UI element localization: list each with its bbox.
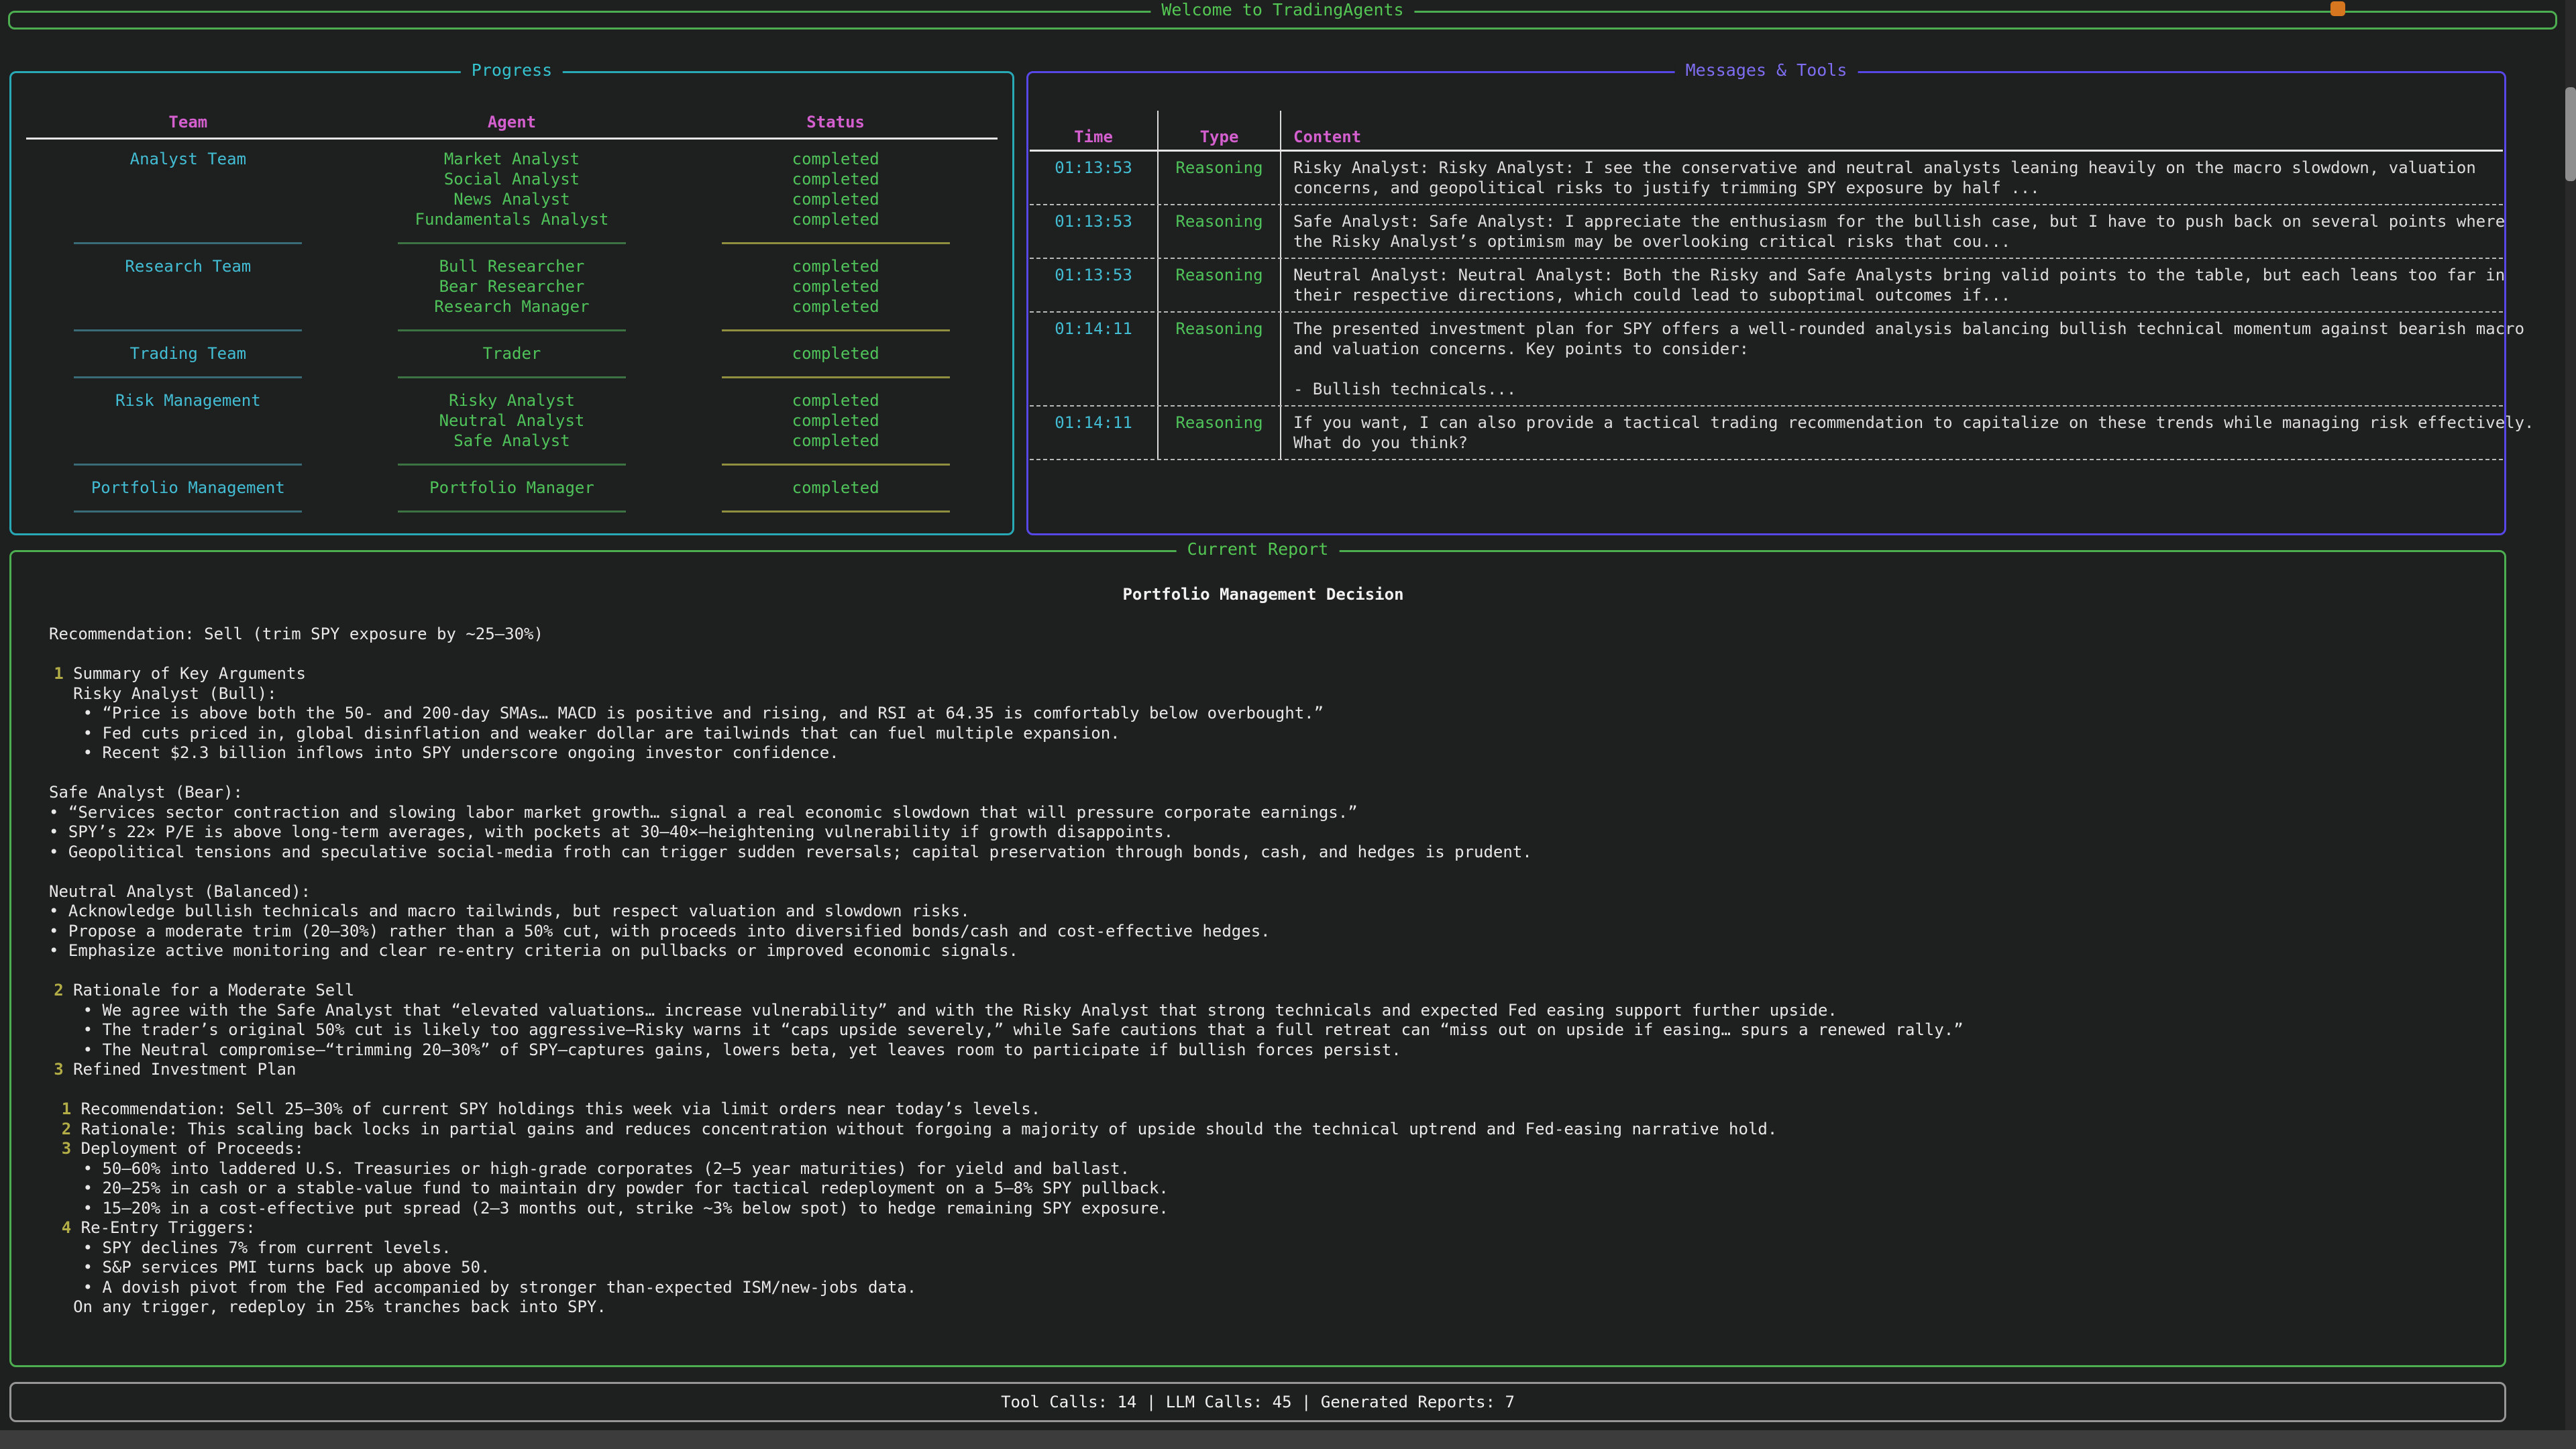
report-line	[49, 1040, 2477, 1061]
type-cell: Reasoning	[1159, 407, 1281, 459]
team-separator	[26, 229, 998, 256]
team-cell	[26, 276, 350, 297]
current-report-title: Current Report	[1177, 539, 1340, 559]
status-cell: completed	[792, 431, 879, 450]
table-row	[1030, 205, 2506, 259]
report-line-text: 20–25% in cash or a stable-value fund to maintain dry powder for tactical redeployment on a 5–8% SPY pullback.	[102, 1179, 1169, 1197]
time-cell: 01:13:53	[1030, 205, 1159, 258]
team-separator	[26, 364, 998, 390]
report-line-text: SPY declines 7% from current levels.	[102, 1238, 451, 1257]
content-cell	[1281, 259, 2509, 311]
bullet-marker: •	[83, 1277, 93, 1297]
bullet-marker: •	[49, 941, 59, 960]
horizontal-scrollbar[interactable]	[0, 1430, 2576, 1449]
report-line	[49, 704, 2477, 724]
report-line	[49, 1179, 2477, 1199]
report-line-text: 15–20% in a cost-effective put spread (2–3 months out, strike ~3% below spot) to hedge remaining SPY exposure.	[102, 1198, 1169, 1218]
separator-line	[74, 242, 302, 244]
report-line	[49, 1060, 2477, 1080]
team-cell: Portfolio Management	[91, 478, 285, 497]
messages-col-type: Type	[1159, 111, 1281, 150]
report-line	[49, 684, 2477, 704]
report-line	[49, 664, 2477, 684]
content-line: Safe Analyst: Safe Analyst: I appreciate the enthusiasm for the bullish case, but I have to push back on several points where	[1293, 212, 2506, 231]
type-cell: Reasoning	[1159, 205, 1281, 258]
table-row	[26, 478, 998, 498]
agent-cell: Safe Analyst	[453, 431, 570, 450]
table-row	[1030, 313, 2525, 407]
report-line	[49, 645, 2477, 665]
team-separator	[26, 498, 998, 525]
separator-line	[722, 242, 950, 244]
agent-cell: Fundamentals Analyst	[415, 210, 609, 229]
content-line: and valuation concerns. Key points to consider:	[1293, 339, 1750, 358]
agent-cell: Neutral Analyst	[439, 411, 585, 430]
content-cell	[1281, 152, 2503, 204]
report-line	[49, 1199, 2477, 1219]
bullet-marker: •	[49, 921, 59, 941]
agent-cell: Market Analyst	[443, 150, 580, 168]
content-line: Neutral Analyst: Neutral Analyst: Both the Risky and Safe Analysts bring valid points to the table, but each leans too far in	[1293, 266, 2506, 284]
separator-line	[74, 376, 302, 378]
table-row	[26, 276, 998, 297]
team-cell	[26, 209, 350, 229]
team-cell	[26, 411, 350, 431]
report-line-text: A dovish pivot from the Fed accompanied by stronger than-expected ISM/new-jobs data.	[102, 1277, 917, 1297]
stats-bar	[9, 1382, 2506, 1422]
report-line-text: Risky Analyst (Bull):	[73, 684, 277, 703]
status-cell: completed	[792, 391, 879, 410]
list-number: 1	[54, 664, 64, 683]
status-cell: completed	[792, 190, 879, 209]
progress-panel	[9, 60, 1014, 535]
bullet-marker: •	[83, 1198, 93, 1218]
report-line	[49, 803, 2477, 823]
status-cell: completed	[792, 170, 879, 189]
report-line-text: The Neutral compromise—“trimming 20–30%” of SPY—captures gains, lowers beta, yet leaves room to participate if bullish forces persist.	[102, 1040, 1401, 1059]
report-line	[49, 902, 2477, 922]
separator-line	[722, 511, 950, 513]
bullet-marker: •	[49, 902, 59, 920]
report-line-text: Safe Analyst (Bear):	[49, 783, 243, 802]
time-cell: 01:13:53	[1030, 152, 1159, 204]
time-cell: 01:14:11	[1030, 313, 1159, 405]
welcome-banner	[8, 0, 2557, 30]
team-separator	[26, 317, 998, 343]
progress-col-team: Team	[168, 113, 208, 131]
report-line	[49, 882, 2477, 902]
report-line	[49, 1218, 2477, 1238]
report-line-text: The trader’s original 50% cut is likely too aggressive—Risky warns it “caps upside severely,” while Safe cautions that a full retreat can “miss out on upside if easing… spurs a renewed rally.”	[102, 1020, 1964, 1039]
bullet-marker: •	[83, 743, 93, 762]
content-cell	[1281, 313, 2528, 405]
progress-table-body	[26, 140, 998, 525]
progress-panel-title: Progress	[461, 60, 563, 80]
report-line	[49, 862, 2477, 882]
report-line-text	[49, 763, 58, 782]
status-cell: completed	[792, 150, 879, 168]
table-row	[1030, 152, 2503, 205]
team-cell	[26, 297, 350, 317]
report-line-text: Deployment of Proceeds:	[80, 1139, 305, 1158]
progress-col-agent: Agent	[487, 113, 537, 131]
status-cell: completed	[792, 297, 879, 316]
report-line	[49, 961, 2477, 981]
agent-cell: Trader	[482, 344, 541, 363]
report-line-text	[49, 862, 58, 881]
report-line-text: “Services sector contraction and slowing labor market growth… signal a real economic slowdown that will pressure corporate earnings.”	[68, 802, 1358, 822]
vertical-scrollbar-thumb[interactable]	[2565, 87, 2576, 181]
report-line-text: Emphasize active monitoring and clear re-entry criteria on pullbacks or improved economic signals.	[68, 941, 1018, 960]
status-cell: completed	[792, 257, 879, 276]
table-row	[26, 343, 998, 364]
report-line-text: Rationale: This scaling back locks in partial gains and reduces concentration without forgoing a majority of upside should the technical uptrend and Fed-easing narrative hold.	[80, 1119, 1778, 1138]
content-line: concerns, and geopolitical risks to justify trimming SPY exposure by half ...	[1293, 178, 2040, 197]
table-row	[26, 189, 998, 209]
messages-panel-title: Messages & Tools	[1675, 60, 1858, 80]
separator-line	[398, 242, 626, 244]
report-line	[49, 1159, 2477, 1179]
report-line	[49, 822, 2477, 843]
report-line	[49, 981, 2477, 1001]
bullet-marker: •	[83, 1258, 93, 1277]
agent-cell: Bear Researcher	[439, 277, 585, 296]
time-cell: 01:14:11	[1030, 407, 1159, 459]
type-cell: Reasoning	[1159, 259, 1281, 311]
team-cell: Analyst Team	[129, 150, 247, 168]
table-row	[1030, 259, 2506, 313]
report-line	[49, 1080, 2477, 1100]
list-number: 3	[61, 1139, 72, 1158]
team-cell	[26, 431, 350, 451]
report-line	[49, 1297, 2477, 1318]
report-line-text: Recommendation: Sell (trim SPY exposure by ~25–30%)	[49, 625, 543, 643]
report-line	[49, 763, 2477, 784]
report-line	[49, 941, 2477, 961]
report-line-text	[49, 961, 58, 980]
report-line-text: Summary of Key Arguments	[73, 664, 306, 683]
bullet-marker: •	[83, 1000, 93, 1020]
report-line	[49, 1001, 2477, 1021]
report-heading: Portfolio Management Decision	[1122, 585, 1404, 604]
separator-line	[722, 464, 950, 466]
report-line	[49, 625, 2477, 645]
bullet-marker: •	[83, 1179, 93, 1197]
vertical-scrollbar[interactable]	[2565, 0, 2576, 1430]
report-lines	[49, 625, 2477, 1318]
content-line: - Bullish technicals...	[1293, 380, 1517, 398]
report-line	[49, 783, 2477, 803]
agent-cell: Research Manager	[434, 297, 590, 316]
welcome-title: Welcome to TradingAgents	[1150, 0, 1414, 20]
content-line: the Risky Analyst’s optimism may be overlooking critical risks that cou...	[1293, 232, 2011, 251]
messages-table-body	[1030, 152, 2534, 460]
bullet-marker: •	[83, 723, 93, 743]
separator-line	[398, 464, 626, 466]
report-body	[11, 552, 2504, 1318]
table-row	[26, 431, 998, 451]
table-row	[1030, 407, 2534, 460]
content-line: If you want, I can also provide a tactical trading recommendation to capitalize on these trends while managing risk effectively.	[1293, 413, 2534, 432]
content-cell	[1281, 407, 2538, 459]
report-line-text: Geopolitical tensions and speculative social-media froth can trigger sudden reversals; capital preservation through bonds, cash, and hedges is prudent.	[68, 842, 1532, 861]
agent-cell: News Analyst	[453, 190, 570, 209]
progress-col-status: Status	[806, 113, 865, 131]
time-cell: 01:13:53	[1030, 259, 1159, 311]
agent-cell: Bull Researcher	[439, 257, 585, 276]
agent-cell: Social Analyst	[443, 170, 580, 189]
bullet-marker: •	[83, 1238, 93, 1257]
status-cell: completed	[792, 411, 879, 430]
list-number: 2	[54, 981, 64, 1000]
report-line	[49, 922, 2477, 942]
bullet-marker: •	[83, 1020, 93, 1039]
team-cell: Research Team	[125, 257, 252, 276]
table-row	[26, 149, 998, 169]
status-cell: completed	[792, 277, 879, 296]
report-line-text: S&P services PMI turns back up above 50.	[102, 1258, 490, 1277]
table-row	[26, 209, 998, 229]
progress-table-header	[26, 111, 998, 140]
report-line-text	[49, 1080, 58, 1099]
bullet-marker: •	[83, 1159, 93, 1178]
report-line-text: Refined Investment Plan	[73, 1060, 297, 1079]
report-line	[49, 843, 2477, 863]
bullet-marker: •	[49, 802, 59, 822]
report-line-text: Neutral Analyst (Balanced):	[49, 881, 311, 901]
current-report-panel	[9, 539, 2506, 1367]
table-row	[26, 169, 998, 189]
separator-line	[74, 464, 302, 466]
report-line-text: Recent $2.3 billion inflows into SPY underscore ongoing investor confidence.	[102, 743, 839, 762]
team-cell	[26, 169, 350, 189]
table-row	[26, 256, 998, 276]
report-line	[49, 1238, 2477, 1258]
status-cell: completed	[792, 210, 879, 229]
bullet-marker: •	[49, 822, 59, 841]
agent-cell: Portfolio Manager	[429, 478, 594, 497]
table-row	[26, 411, 998, 431]
messages-col-time: Time	[1030, 111, 1159, 150]
team-cell	[26, 189, 350, 209]
messages-panel	[1026, 60, 2534, 535]
table-row	[26, 390, 998, 411]
type-cell: Reasoning	[1159, 313, 1281, 405]
content-line	[1293, 359, 2524, 379]
table-row	[26, 297, 998, 317]
list-number: 2	[61, 1119, 72, 1138]
report-line-text: Propose a moderate trim (20–30%) rather than a 50% cut, with proceeds into diversified bonds/cash and cost-effective hedges.	[68, 921, 1271, 941]
report-line	[49, 1120, 2477, 1140]
report-line-text: SPY’s 22× P/E is above long-term averages, with pockets at 30–40×—heightening vulnerability if growth disappoints.	[68, 822, 1174, 841]
team-cell: Risk Management	[115, 391, 261, 410]
report-line-text: Fed cuts priced in, global disinflation and weaker dollar are tailwinds that can fuel multiple expansion.	[102, 723, 1120, 743]
content-line: their respective directions, which could lead to suboptimal outcomes if...	[1293, 286, 2011, 305]
status-cell: completed	[792, 478, 879, 497]
report-line	[49, 743, 2477, 763]
separator-line	[398, 376, 626, 378]
bullet-marker: •	[83, 704, 93, 722]
team-separator	[26, 451, 998, 478]
separator-line	[398, 329, 626, 331]
report-line-text: We agree with the Safe Analyst that “elevated valuations… increase vulnerability” and with the Risky Analyst that strong technicals and expected Fed easing support further upside.	[102, 1000, 1837, 1020]
content-line: The presented investment plan for SPY offers a well-rounded analysis balancing bullish technical momentum against bearish macro	[1293, 319, 2525, 338]
report-line	[49, 1278, 2477, 1298]
status-cell: completed	[792, 344, 879, 363]
stats-text: Tool Calls: 14 | LLM Calls: 45 | Generated Reports: 7	[1001, 1393, 1515, 1411]
content-cell	[1281, 205, 2509, 258]
report-line	[49, 1020, 2477, 1040]
messages-table-header	[1030, 111, 2503, 152]
report-line-text: Re-Entry Triggers:	[80, 1218, 256, 1237]
separator-line	[74, 329, 302, 331]
list-number: 3	[54, 1060, 64, 1079]
report-line-text: Acknowledge bullish technicals and macro tailwinds, but respect valuation and slowdown risks.	[68, 902, 970, 920]
report-line	[49, 1258, 2477, 1278]
content-line: What do you think?	[1293, 433, 1468, 452]
separator-line	[398, 511, 626, 513]
separator-line	[722, 329, 950, 331]
messages-col-content: Content	[1293, 127, 1362, 146]
report-line	[49, 724, 2477, 744]
report-line-text: “Price is above both the 50- and 200-day SMAs… MACD is positive and rising, and RSI at 64.35 is comfortably below overbought.”	[102, 704, 1324, 722]
separator-line	[74, 511, 302, 513]
type-cell: Reasoning	[1159, 152, 1281, 204]
report-line-text: Recommendation: Sell 25–30% of current SPY holdings this week via limit orders near today’s levels.	[80, 1099, 1041, 1118]
bullet-marker: •	[49, 842, 59, 861]
report-line-text: On any trigger, redeploy in 25% tranches back into SPY.	[73, 1297, 606, 1316]
report-line	[49, 1099, 2477, 1120]
report-line-text	[49, 645, 58, 663]
report-line-text: 50–60% into laddered U.S. Treasuries or high-grade corporates (2–5 year maturities) for yield and ballast.	[102, 1159, 1130, 1178]
separator-line	[722, 376, 950, 378]
messages-table	[1030, 111, 2534, 460]
bullet-marker: •	[83, 1040, 93, 1059]
report-line-text: Rationale for a Moderate Sell	[73, 981, 355, 1000]
progress-table	[26, 111, 998, 525]
team-cell: Trading Team	[129, 344, 247, 363]
list-number: 4	[61, 1218, 72, 1237]
content-line: Risky Analyst: Risky Analyst: I see the conservative and neutral analysts leaning heavily on the macro slowdown, valuation	[1293, 158, 2476, 177]
notification-icon	[2330, 1, 2345, 16]
report-line	[49, 1139, 2477, 1159]
agent-cell: Risky Analyst	[449, 391, 575, 410]
list-number: 1	[61, 1099, 72, 1118]
